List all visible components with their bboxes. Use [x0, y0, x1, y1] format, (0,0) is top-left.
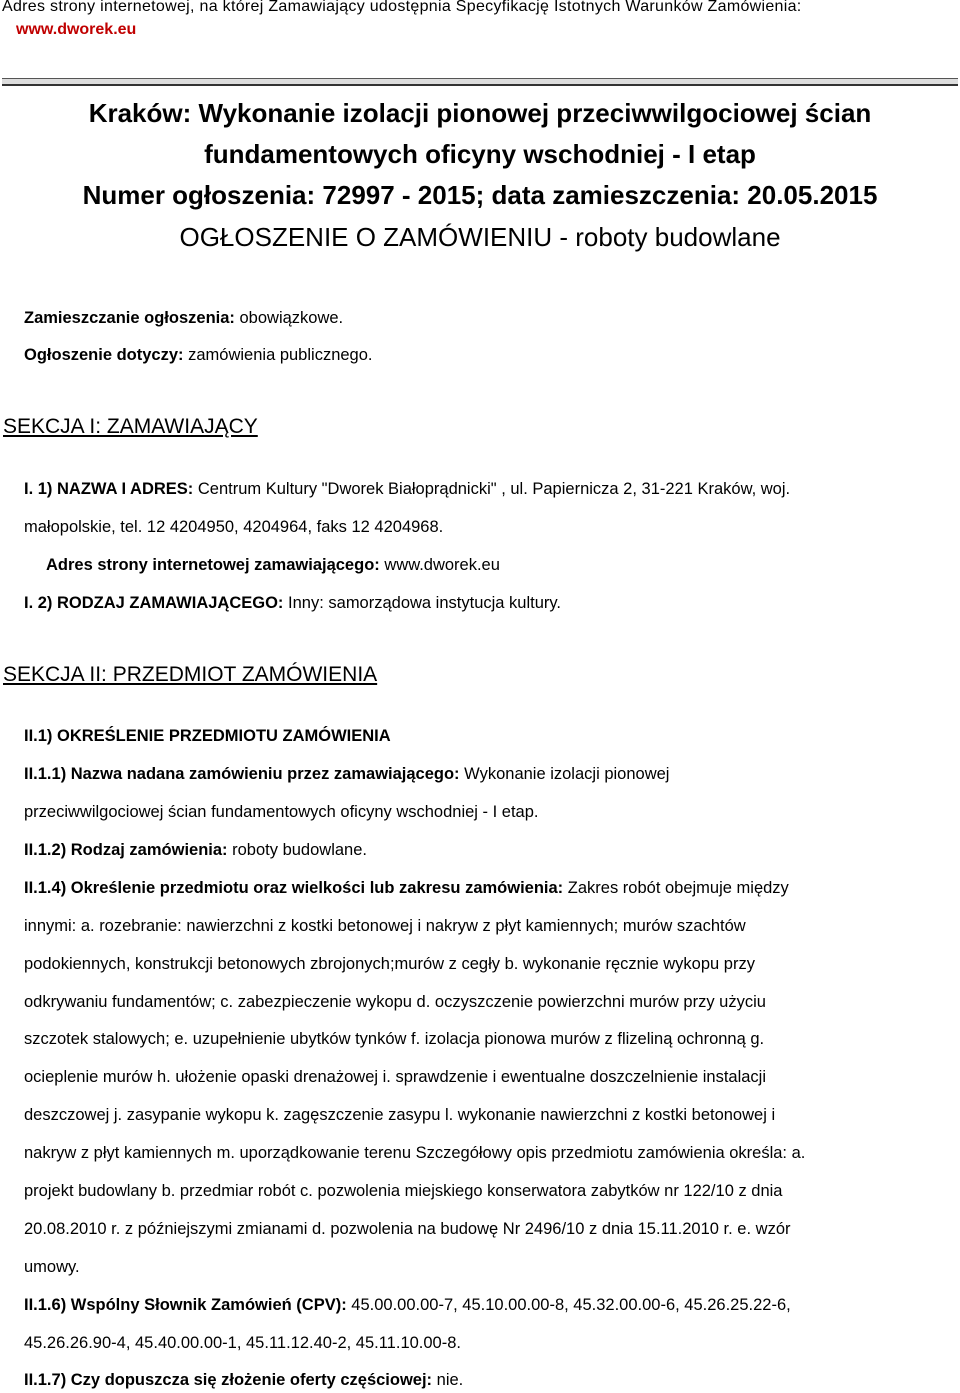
subsection-2-1 — [24, 727, 391, 746]
header-line: Adres strony internetowej, na której Zamawiający udostępnia Specyfikację Istotnych Warunków Zamówienia: — [2, 0, 802, 15]
label: Zamieszczanie ogłoszenia: — [24, 309, 235, 327]
value: Wykonanie izolacji pionowej — [464, 765, 670, 783]
item-2-1-4 — [24, 879, 789, 898]
label: II.1.6) Wspólny Słownik Zamówień (CPV): — [24, 1296, 347, 1314]
label: II.1.2) Rodzaj zamówienia: — [24, 841, 228, 859]
item-2-1-1-cont: przeciwwilgociowej ścian fundamentowych oficyny wschodniej - I etap. — [24, 803, 539, 821]
title-line-3: Numer ogłoszenia: 72997 - 2015; data zamieszczenia: 20.05.2015 — [82, 180, 878, 210]
item-2-1-4-line: projekt budowlany b. przedmiar robót c. pozwolenia miejskiego konserwatora zabytków nr 122/10 z dnia — [24, 1182, 783, 1200]
value: Zakres robót obejmuje między — [567, 879, 789, 897]
item-2-1-4-line: ocieplenie murów h. ułożenie opaski drenażowej i. sprawdzenie i ewentualne doszczelnienie instalacji — [24, 1068, 767, 1086]
label: Adres strony internetowej zamawiającego: — [46, 556, 380, 574]
value: Centrum Kultury "Dworek Białoprądnicki" , ul. Papiernicza 2, 31-221 Kraków, woj. — [197, 480, 791, 498]
value: 45.00.00.00-7, 45.10.00.00-8, 45.32.00.00-6, 45.26.25.22-6, — [351, 1296, 791, 1314]
title-line-4: OGŁOSZENIE O ZAMÓWIENIU - roboty budowlane — [179, 222, 781, 252]
label: II.1.7) Czy dopuszcza się złożenie oferty częściowej: — [24, 1371, 433, 1389]
section-2-heading: SEKCJA II: PRZEDMIOT ZAMÓWIENIA — [3, 663, 378, 686]
contracting-name-cont: małopolskie, tel. 12 4204950, 4204964, faks 12 4204968. — [24, 518, 444, 536]
item-2-1-4-line: odkrywaniu fundamentów; c. zabezpieczenie wykopu d. oczyszczenie powierzchni murów przy użyciu — [24, 993, 766, 1011]
item-2-1-4-line: 20.08.2010 r. z późniejszymi zmianami d. pozwolenia na budowę Nr 2496/10 z dnia 15.11.2010 r. e. wzór — [24, 1220, 791, 1238]
item-2-1-2 — [24, 841, 367, 860]
item-2-1-4-line: deszczowej j. zasypanie wykopu k. zagęszczenie zasypu l. wykonanie nawierzchni z kostki betonowej i — [24, 1106, 776, 1124]
value: roboty budowlane. — [232, 841, 367, 859]
item-2-1-4-line: innymi: a. rozebranie: nawierzchni z kostki betonowej i nakryw z płyt kamiennych; murów szachtów — [24, 917, 746, 935]
section-1-heading: SEKCJA I: ZAMAWIAJĄCY — [3, 415, 258, 438]
value: nie. — [436, 1371, 464, 1389]
label: II.1.1) Nazwa nadana zamówieniu przez zamawiającego: — [24, 765, 460, 783]
item-2-1-4-line: nakryw z płyt kamiennych m. uporządkowanie terenu Szczegółowy opis przedmiotu zamówienia określa: a. — [24, 1144, 806, 1162]
horizontal-rule — [2, 78, 958, 86]
item-2-1-1 — [24, 765, 669, 784]
contracting-www — [46, 556, 500, 575]
intro-concerns — [24, 346, 373, 365]
item-2-1-4-line: umowy. — [24, 1258, 80, 1276]
label: II.1.4) Określenie przedmiotu oraz wielkości lub zakresu zamówienia: — [24, 879, 564, 897]
value: obowiązkowe. — [239, 309, 344, 327]
www-link[interactable]: www.dworek.eu — [384, 556, 500, 574]
item-2-1-6-cont: 45.26.26.90-4, 45.40.00.00-1, 45.11.12.40-2, 45.11.10.00-8. — [24, 1334, 461, 1352]
value: zamówienia publicznego. — [188, 346, 373, 364]
title-line-2: fundamentowych oficyny wschodniej - I etap — [204, 139, 756, 169]
label: II.1) OKREŚLENIE PRZEDMIOTU ZAMÓWIENIA — [24, 727, 391, 745]
item-2-1-4-line: podokiennych, konstrukcji betonowych zbrojonych;murów z cegły b. wykonanie ręcznie wykopu przy — [24, 955, 755, 973]
label: Ogłoszenie dotyczy: — [24, 346, 184, 364]
label: I. 2) RODZAJ ZAMAWIAJĄCEGO: — [24, 594, 284, 612]
item-2-1-4-line: szczotek stalowych; e. uzupełnienie ubytków tynków f. izolacja pionowa murów z flizeliną ochronną g. — [24, 1030, 765, 1048]
contracting-name — [24, 480, 790, 499]
item-2-1-7 — [24, 1371, 463, 1390]
contracting-type — [24, 594, 561, 613]
title-line-1: Kraków: Wykonanie izolacji pionowej przeciwwilgociowej ścian — [88, 98, 872, 128]
intro-obligation — [24, 309, 343, 328]
siwz-link[interactable]: www.dworek.eu — [16, 21, 137, 38]
value: Inny: samorządowa instytucja kultury. — [288, 594, 562, 612]
label: I. 1) NAZWA I ADRES: — [24, 480, 194, 498]
item-2-1-6 — [24, 1296, 791, 1315]
